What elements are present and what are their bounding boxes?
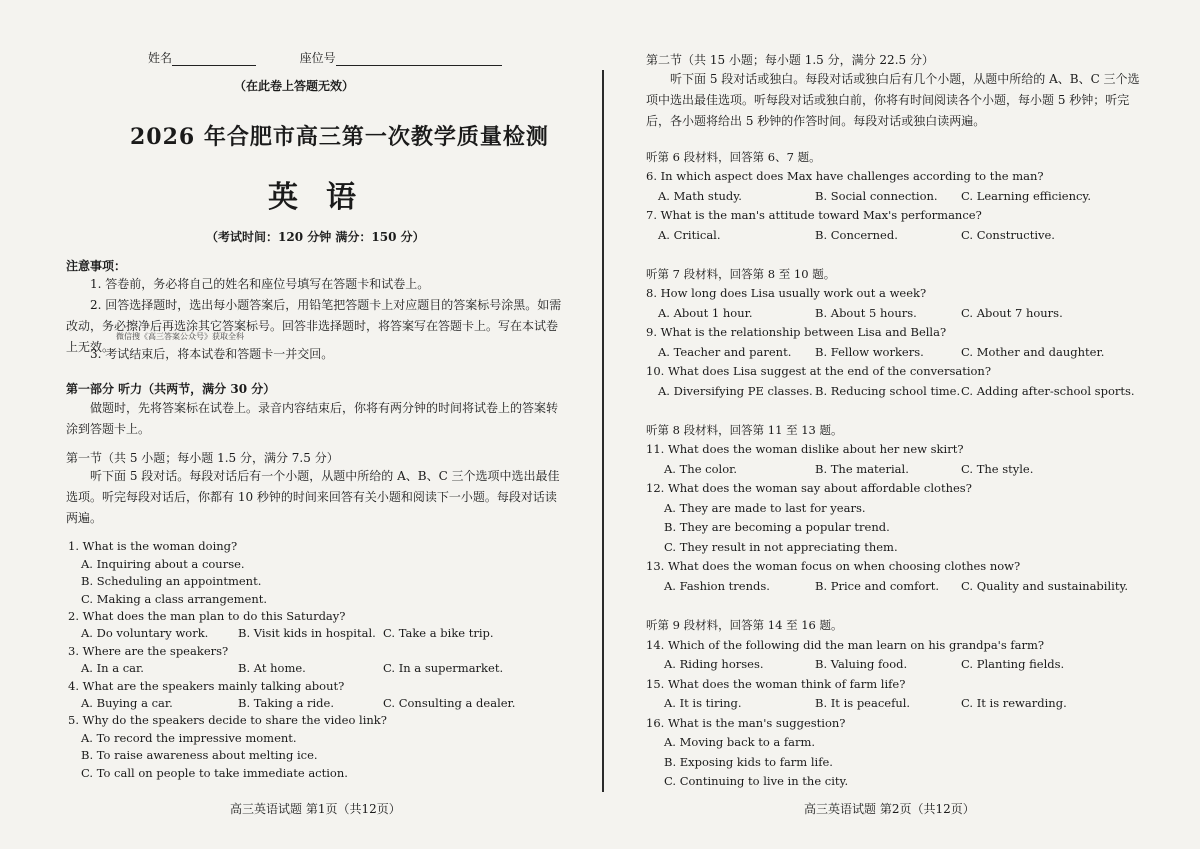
question-12: 12. What does the woman say about affordable clothes? bbox=[646, 481, 972, 495]
sec1-heading: 第一节（共 5 小题；每小题 1.5 分，满分 7.5 分） bbox=[66, 451, 339, 465]
q5-option-b: B. To raise awareness about melting ice. bbox=[81, 748, 318, 762]
q6-option-b: B. Social connection. bbox=[815, 189, 938, 203]
q9-option-c: C. Mother and daughter. bbox=[961, 345, 1105, 359]
q13-option-c: C. Quality and sustainability. bbox=[961, 579, 1129, 593]
question-15: 15. What does the woman think of farm life? bbox=[646, 677, 906, 691]
note-3: 3. 考试结束后，将本试卷和答题卡一并交回。 bbox=[90, 347, 334, 361]
question-14: 14. Which of the following did the man learn on his grandpa's farm? bbox=[646, 638, 1045, 652]
q14-option-b: B. Valuing food. bbox=[815, 657, 908, 671]
question-1: 1. What is the woman doing? bbox=[68, 539, 238, 553]
seat-label: 座位号 bbox=[299, 51, 336, 65]
q7-option-c: C. Constructive. bbox=[961, 228, 1055, 242]
sec2-heading: 第二节（共 15 小题；每小题 1.5 分，满分 22.5 分） bbox=[646, 53, 934, 67]
question-13: 13. What does the woman focus on when choosing clothes now? bbox=[646, 559, 1021, 573]
note-1: 1. 答卷前，务必将自己的姓名和座位号填写在答题卡和试卷上。 bbox=[90, 277, 430, 291]
note-2: 2. 回答选择题时，选出每小题答案后，用铅笔把答题卡上对应题目的答案标号涂黑。如需改动，务必擦净后再选涂其它答案标号。回答非选择题时，将答案写在答题卡上。写在本试卷上无效。 bbox=[66, 298, 562, 354]
question-9: 9. What is the relationship between Lisa and Bella? bbox=[646, 325, 947, 339]
material-6-heading: 听第 6 段材料，回答第 6、7 题。 bbox=[646, 150, 821, 164]
q10-option-c: C. Adding after-school sports. bbox=[961, 384, 1135, 398]
q10-option-a: A. Diversifying PE classes. bbox=[658, 384, 813, 398]
q9-option-b: B. Fellow workers. bbox=[815, 345, 924, 359]
page-divider bbox=[602, 70, 604, 792]
notes-heading: 注意事项： bbox=[66, 259, 127, 273]
part1-heading: 第一部分 听力（共两节，满分 30 分） bbox=[66, 382, 276, 396]
q16-option-b: B. Exposing kids to farm life. bbox=[664, 755, 833, 769]
exam-title: 2026 年合肥市高三第一次教学质量检测 bbox=[130, 124, 549, 150]
question-10: 10. What does Lisa suggest at the end of the conversation? bbox=[646, 364, 991, 378]
q12-option-b: B. They are becoming a popular trend. bbox=[664, 520, 890, 534]
question-16: 16. What is the man's suggestion? bbox=[646, 716, 846, 730]
q3-option-a: A. In a car. bbox=[81, 661, 144, 675]
q9-option-a: A. Teacher and parent. bbox=[658, 345, 792, 359]
q4-option-a: A. Buying a car. bbox=[81, 696, 173, 710]
q8-option-b: B. About 5 hours. bbox=[815, 306, 917, 320]
question-8: 8. How long does Lisa usually work out a week? bbox=[646, 286, 927, 300]
sec2-intro: 听下面 5 段对话或独白。每段对话或独白后有几个小题，从题中所给的 A、B、C 三个选项中选出最佳选项。听每段对话或独白前，你将有时间阅读各个小题，每小题 5 秒钟；听完后，各小题将给出 5 秒钟的作答时间。每段对话或独白读两遍。 bbox=[646, 72, 1140, 128]
material-9-heading: 听第 9 段材料，回答第 14 至 16 题。 bbox=[646, 618, 843, 632]
name-label: 姓名 bbox=[148, 51, 173, 65]
material-8-heading: 听第 8 段材料，回答第 11 至 13 题。 bbox=[646, 423, 843, 437]
q11-option-a: A. The color. bbox=[664, 462, 738, 476]
q6-option-c: C. Learning efficiency. bbox=[961, 189, 1092, 203]
page-2 bbox=[606, 0, 1200, 849]
q13-option-a: A. Fashion trends. bbox=[664, 579, 770, 593]
q13-option-b: B. Price and comfort. bbox=[815, 579, 940, 593]
q16-option-a: A. Moving back to a farm. bbox=[664, 735, 816, 749]
q15-option-c: C. It is rewarding. bbox=[961, 696, 1067, 710]
question-7: 7. What is the man's attitude toward Max's performance? bbox=[646, 208, 982, 222]
q6-option-a: A. Math study. bbox=[658, 189, 742, 203]
q7-option-b: B. Concerned. bbox=[815, 228, 898, 242]
sec1-intro: 听下面 5 段对话。每段对话后有一个小题，从题中所给的 A、B、C 三个选项中选出最佳选项。听完每段对话后，你都有 10 秒钟的时间来回答有关小题和阅读下一小题。每段对话读两遍。 bbox=[66, 469, 560, 525]
q8-option-c: C. About 7 hours. bbox=[961, 306, 1063, 320]
name-field-row bbox=[148, 50, 502, 66]
page-1-footer: 高三英语试题 第1页（共12页） bbox=[230, 802, 401, 816]
question-2: 2. What does the man plan to do this Saturday? bbox=[68, 609, 346, 623]
q3-option-c: C. In a supermarket. bbox=[383, 661, 504, 675]
q4-option-b: B. Taking a ride. bbox=[238, 696, 334, 710]
q14-option-c: C. Planting fields. bbox=[961, 657, 1065, 671]
q1-option-a: A. Inquiring about a course. bbox=[81, 557, 245, 571]
subject-title: 英语 bbox=[268, 180, 384, 215]
q1-option-c: C. Making a class arrangement. bbox=[81, 592, 268, 606]
question-6: 6. In which aspect does Max have challenges according to the man? bbox=[646, 169, 1044, 183]
q15-option-b: B. It is peaceful. bbox=[815, 696, 911, 710]
part1-intro: 做题时，先将答案标在试卷上。录音内容结束后，你将有两分钟的时间将试卷上的答案转涂到答题卡上。 bbox=[66, 401, 559, 436]
time-info: （考试时间：120 分钟 满分：150 分） bbox=[206, 230, 425, 244]
q8-option-a: A. About 1 hour. bbox=[658, 306, 753, 320]
q7-option-a: A. Critical. bbox=[658, 228, 721, 242]
question-4: 4. What are the speakers mainly talking about? bbox=[68, 679, 345, 693]
name-blank bbox=[172, 51, 256, 66]
question-5: 5. Why do the speakers decide to share the video link? bbox=[68, 713, 387, 727]
q15-option-a: A. It is tiring. bbox=[664, 696, 742, 710]
q2-option-b: B. Visit kids in hospital. bbox=[238, 626, 376, 640]
q5-option-a: A. To record the impressive moment. bbox=[81, 731, 297, 745]
question-3: 3. Where are the speakers? bbox=[68, 644, 229, 658]
q14-option-a: A. Riding horses. bbox=[664, 657, 764, 671]
q10-option-b: B. Reducing school time. bbox=[815, 384, 961, 398]
q2-option-c: C. Take a bike trip. bbox=[383, 626, 494, 640]
q4-option-c: C. Consulting a dealer. bbox=[383, 696, 516, 710]
q3-option-b: B. At home. bbox=[238, 661, 306, 675]
q5-option-c: C. To call on people to take immediate action. bbox=[81, 766, 348, 780]
invalid-note: （在此卷上答题无效） bbox=[234, 79, 355, 93]
q12-option-c: C. They result in not appreciating them. bbox=[664, 540, 898, 554]
q11-option-c: C. The style. bbox=[961, 462, 1034, 476]
q1-option-b: B. Scheduling an appointment. bbox=[81, 574, 262, 588]
seat-blank bbox=[336, 51, 502, 66]
q12-option-a: A. They are made to last for years. bbox=[664, 501, 866, 515]
material-7-heading: 听第 7 段材料，回答第 8 至 10 题。 bbox=[646, 267, 836, 281]
watermark-stamp: 微信搜《高三答案公众号》获取全科 bbox=[116, 332, 244, 341]
q11-option-b: B. The material. bbox=[815, 462, 909, 476]
q16-option-c: C. Continuing to live in the city. bbox=[664, 774, 849, 788]
question-11: 11. What does the woman dislike about her new skirt? bbox=[646, 442, 964, 456]
page-2-footer: 高三英语试题 第2页（共12页） bbox=[804, 802, 975, 816]
q2-option-a: A. Do voluntary work. bbox=[81, 626, 209, 640]
